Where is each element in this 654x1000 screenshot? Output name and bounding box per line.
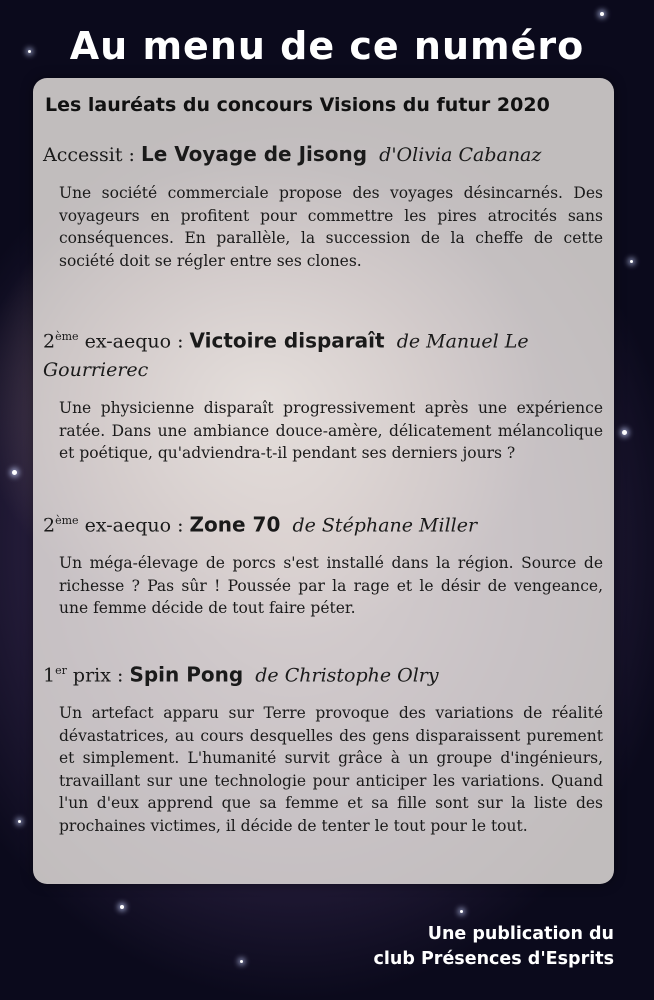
star-decoration — [240, 960, 243, 963]
entry-separator: : — [122, 144, 141, 166]
entry-separator: : — [110, 664, 130, 687]
story-summary: Un méga-élevage de porcs s'est installé dans la région. Source de richesse ? Pas sûr ! Poussée par la rage et le désir de vengeance, une femme décide de tout faire péter. — [59, 554, 603, 618]
entry-header — [43, 506, 603, 540]
story-title: Spin Pong — [129, 662, 244, 687]
star-decoration — [630, 260, 633, 263]
entry-second-ex-aequo-1 — [43, 322, 603, 465]
entry-accessit — [43, 140, 603, 272]
story-summary: Un artefact apparu sur Terre provoque des variations de réalité dévastatrices, au cours desquelles des gens disparaissent purement et simplement. L'humanité survit grâce à un groupe d'ingénieurs, travaillant sur une technologie pour anticiper les variations. Quand l'un d'eux apprend que sa femme et sa fille sont sur la liste des prochaines victimes, il décide de tenter le tout pour le tout. — [59, 704, 603, 835]
entry-rank: Accessit — [43, 144, 123, 166]
entry-rank-sup: er — [55, 664, 67, 677]
entry-rank: 1 — [43, 664, 56, 687]
entry-second-ex-aequo-2 — [43, 506, 603, 620]
panel-heading: Les lauréats du concours Visions du futur 2020 — [45, 94, 550, 116]
story-title: Zone 70 — [189, 512, 281, 537]
entry-separator: : — [171, 330, 190, 353]
entry-rank-suffix: prix — [66, 664, 111, 687]
story-summary: Une société commerciale propose des voyages désincarnés. Des voyageurs en profitent pour commettre les pires atrocités sans conséquences. En parallèle, la succession de la cheffe de cette société doit se régler entre ses clones. — [59, 184, 603, 270]
story-author: d'Olivia Cabanaz — [379, 144, 542, 166]
publisher-credit — [374, 922, 614, 972]
entry-rank-suffix: ex-aequo — [78, 514, 172, 537]
story-author: de Stéphane Miller — [292, 514, 478, 537]
star-decoration — [12, 470, 17, 475]
entry-header — [43, 656, 603, 690]
entry-rank-sup: ème — [55, 514, 79, 527]
entry-rank: 2 — [43, 514, 56, 537]
entry-first-prize — [43, 656, 603, 837]
entry-rank-sup: ème — [55, 330, 79, 343]
entry-header — [43, 322, 603, 385]
star-decoration — [120, 905, 124, 909]
story-title: Le Voyage de Jisong — [140, 142, 368, 166]
entry-header — [43, 140, 603, 170]
star-decoration — [460, 910, 463, 913]
page-title: Au menu de ce numéro — [69, 24, 585, 68]
star-decoration — [18, 820, 21, 823]
story-author: de Christophe Olry — [255, 664, 439, 687]
laureates-panel — [33, 78, 614, 884]
publisher-credit-line1: Une publication du — [427, 924, 614, 944]
entry-rank: 2 — [43, 330, 56, 353]
star-decoration — [622, 430, 627, 435]
publisher-credit-line2: club Présences d'Esprits — [373, 949, 614, 969]
story-title: Victoire disparaît — [189, 328, 385, 353]
story-author: de Manuel Le Gourrierec — [43, 330, 529, 382]
story-summary: Une physicienne disparaît progressivement après une expérience ratée. Dans une ambiance douce-amère, délicatement mélancolique et poétique, qu'adviendra-t-il pendant ses derniers jours ? — [59, 399, 603, 463]
entry-rank-suffix: ex-aequo — [78, 330, 172, 353]
star-decoration — [600, 12, 604, 16]
entry-separator: : — [171, 514, 190, 537]
